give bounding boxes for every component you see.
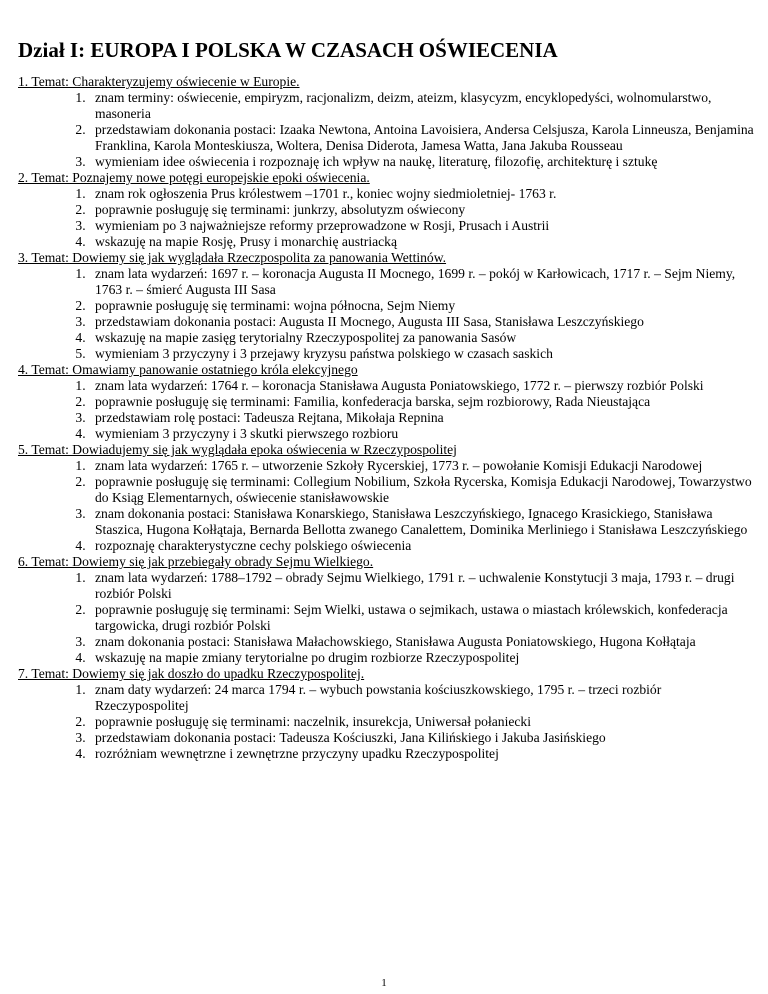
list-item: 4. rozpoznaję charakterystyczne cechy polskiego oświecenia xyxy=(89,538,758,554)
topic-section xyxy=(18,362,758,442)
list-item: 2. poprawnie posługuję się terminami: Familia, konfederacja barska, sejm rozbiorowy, Rada Nieustająca xyxy=(89,394,758,410)
section-title: 6. Temat: Dowiemy się jak przebiegały obrady Sejmu Wielkiego. xyxy=(18,554,374,569)
list-item: 2. poprawnie posługuję się terminami: Collegium Nobilium, Szkoła Rycerska, Komisja Edukacji Narodowej, Towarzystwo do Ksiąg Elementarnych, oświecenie stanisławowskie xyxy=(89,474,758,506)
list-item: 4. rozróżniam wewnętrzne i zewnętrzne przyczyny upadku Rzeczypospolitej xyxy=(89,746,758,762)
list-item: 3. przedstawiam dokonania postaci: Tadeusza Kościuszki, Jana Kilińskiego i Jakuba Jasińskiego xyxy=(89,730,758,746)
section-title: 4. Temat: Omawiamy panowanie ostatniego króla elekcyjnego xyxy=(18,362,358,377)
list-item: 1. znam daty wydarzeń: 24 marca 1794 r. – wybuch powstania kościuszkowskiego, 1795 r. – trzeci rozbiór Rzeczypospolitej xyxy=(89,682,758,714)
list-item: 2. poprawnie posługuję się terminami: wojna północna, Sejm Niemy xyxy=(89,298,758,314)
topic-section xyxy=(18,170,758,250)
item-list xyxy=(18,186,758,250)
list-item: 4. wskazuję na mapie Rosję, Prusy i monarchię austriacką xyxy=(89,234,758,250)
list-item: 1. znam terminy: oświecenie, empiryzm, racjonalizm, deizm, ateizm, klasycyzm, encyklopedyści, wolnomularstwo, masoneria xyxy=(89,90,758,122)
page-number: 1 xyxy=(381,977,387,989)
list-item: 2. poprawnie posługuję się terminami: junkrzy, absolutyzm oświecony xyxy=(89,202,758,218)
item-list xyxy=(18,458,758,554)
list-item: 2. poprawnie posługuję się terminami: naczelnik, insurekcja, Uniwersał połaniecki xyxy=(89,714,758,730)
section-title: 7. Temat: Dowiemy się jak doszło do upadku Rzeczypospolitej. xyxy=(18,666,365,681)
topic-section xyxy=(18,250,758,362)
topic-section xyxy=(18,442,758,554)
item-list xyxy=(18,570,758,666)
list-item: 2. przedstawiam dokonania postaci: Izaaka Newtona, Antoina Lavoisiera, Andersa Celsjusza, Karola Linneusza, Benjamina Franklina, Karola Monteskiusza, Woltera, Denisa Diderota, Jamesa Watta, Jana Jakuba Rousseau xyxy=(89,122,758,154)
list-item: 1. znam lata wydarzeń: 1764 r. – koronacja Stanisława Augusta Poniatowskiego, 1772 r. – pierwszy rozbiór Polski xyxy=(89,378,758,394)
list-item: 1. znam rok ogłoszenia Prus królestwem –1701 r., koniec wojny siedmioletniej- 1763 r. xyxy=(89,186,758,202)
item-list xyxy=(18,266,758,362)
list-item: 4. wymieniam 3 przyczyny i 3 skutki pierwszego rozbioru xyxy=(89,426,758,442)
list-item: 1. znam lata wydarzeń: 1788–1792 – obrady Sejmu Wielkiego, 1791 r. – uchwalenie Konstytucji 3 maja, 1793 r. – drugi rozbiór Polski xyxy=(89,570,758,602)
list-item: 3. znam dokonania postaci: Stanisława Konarskiego, Stanisława Leszczyńskiego, Ignacego Krasickiego, Stanisława Staszica, Hugona Kołłątaja, Bernarda Bellotta zwanego Canalettem, Dominika Merliniego i Stanisława Leszczyńskiego xyxy=(89,506,758,538)
list-item: 5. wymieniam 3 przyczyny i 3 przejawy kryzysu państwa polskiego w czasach saskich xyxy=(89,346,758,362)
list-item: 2. poprawnie posługuję się terminami: Sejm Wielki, ustawa o sejmikach, ustawa o miastach królewskich, konfederacja targowicka, drugi rozbiór Polski xyxy=(89,602,758,634)
section-title: 2. Temat: Poznajemy nowe potęgi europejskie epoki oświecenia. xyxy=(18,170,370,185)
item-list xyxy=(18,682,758,762)
list-item: 3. przedstawiam dokonania postaci: Augusta II Mocnego, Augusta III Sasa, Stanisława Leszczyńskiego xyxy=(89,314,758,330)
page-title: Dział I: EUROPA I POLSKA W CZASACH OŚWIECENIA xyxy=(18,38,558,62)
list-item: 3. znam dokonania postaci: Stanisława Małachowskiego, Stanisława Augusta Poniatowskiego, Hugona Kołłątaja xyxy=(89,634,758,650)
topic-section xyxy=(18,554,758,666)
item-list xyxy=(18,90,758,170)
topic-list xyxy=(18,74,758,762)
list-item: 1. znam lata wydarzeń: 1697 r. – koronacja Augusta II Mocnego, 1699 r. – pokój w Karłowicach, 1717 r. – Sejm Niemy, 1763 r. – śmierć Augusta III Sasa xyxy=(89,266,758,298)
list-item: 4. wskazuję na mapie zmiany terytorialne po drugim rozbiorze Rzeczypospolitej xyxy=(89,650,758,666)
topic-section xyxy=(18,74,758,170)
item-list xyxy=(18,378,758,442)
section-title: 1. Temat: Charakteryzujemy oświecenie w Europie. xyxy=(18,74,300,89)
list-item: 1. znam lata wydarzeń: 1765 r. – utworzenie Szkoły Rycerskiej, 1773 r. – powołanie Komisji Edukacji Narodowej xyxy=(89,458,758,474)
section-title: 5. Temat: Dowiadujemy się jak wyglądała epoka oświecenia w Rzeczypospolitej xyxy=(18,442,457,457)
list-item: 3. wymieniam po 3 najważniejsze reformy przeprowadzone w Rosji, Prusach i Austrii xyxy=(89,218,758,234)
list-item: 3. wymieniam idee oświecenia i rozpoznaję ich wpływ na naukę, literaturę, filozofię, architekturę i sztukę xyxy=(89,154,758,170)
list-item: 4. wskazuję na mapie zasięg terytorialny Rzeczypospolitej za panowania Sasów xyxy=(89,330,758,346)
section-title: 3. Temat: Dowiemy się jak wyglądała Rzeczpospolita za panowania Wettinów. xyxy=(18,250,447,265)
list-item: 3. przedstawiam rolę postaci: Tadeusza Rejtana, Mikołaja Repnina xyxy=(89,410,758,426)
topic-section xyxy=(18,666,758,762)
